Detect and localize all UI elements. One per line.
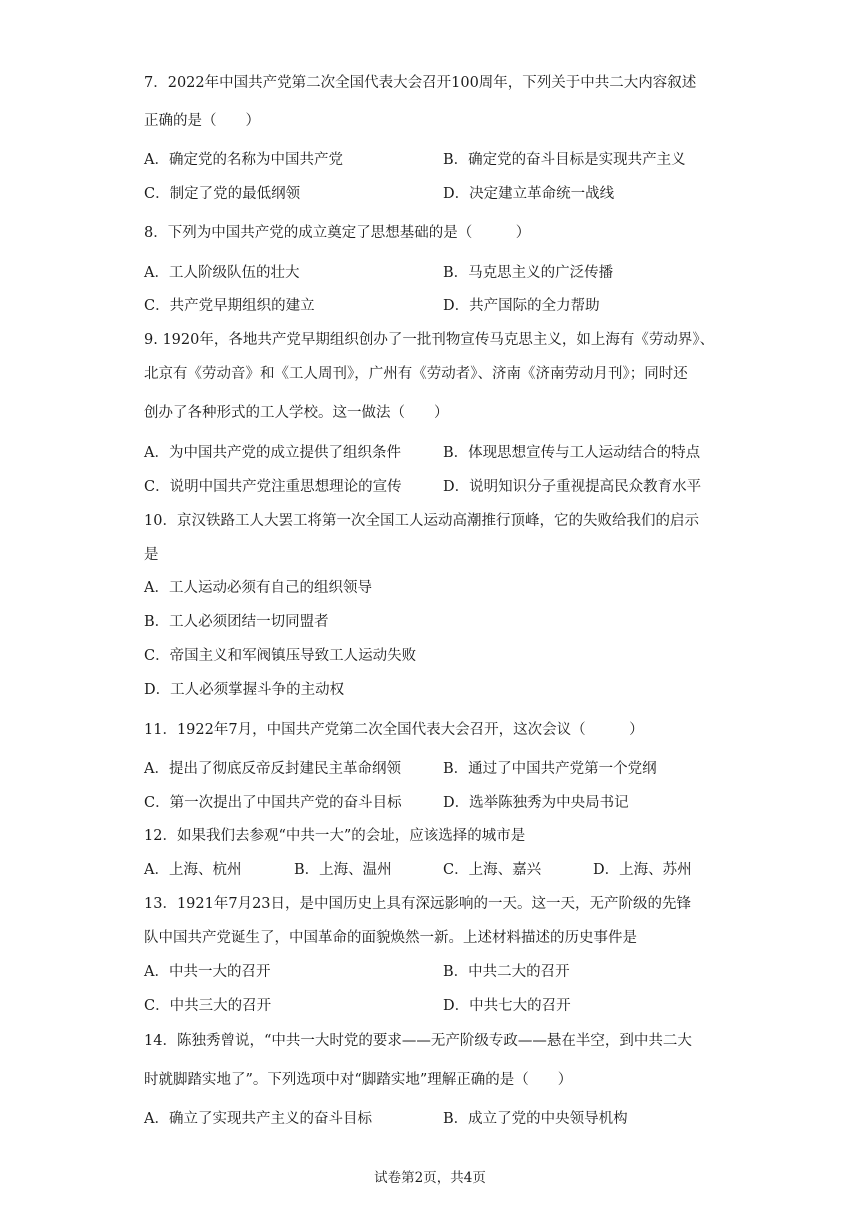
question-8-option-a: A．工人阶级队伍的壮大 — [144, 265, 300, 281]
question-10-option-c: C．帝国主义和军阀镇压导致工人运动失败 — [144, 648, 417, 664]
question-9-option-a: A．为中国共产党的成立提供了组织条件 — [144, 445, 401, 461]
question-7-option-b: B．确定党的奋斗目标是实现共产主义 — [443, 152, 686, 168]
question-13-option-a: A．中共一大的召开 — [144, 964, 271, 980]
question-12-option-b: B．上海、温州 — [294, 862, 392, 878]
question-7-option-c: C．制定了党的最低纲领 — [144, 186, 301, 202]
question-10-option-d: D．工人必须掌握斗争的主动权 — [144, 682, 345, 698]
question-12-option-c: C．上海、嘉兴 — [443, 862, 542, 878]
question-11-option-c: C．第一次提出了中国共产党的奋斗目标 — [144, 795, 402, 811]
question-11-option-b: B．通过了中国共产党第一个党纲 — [443, 761, 657, 777]
question-14-stem-line-2: 时就脚踏实地了”。下列选项中对“脚踏实地”理解正确的是（ ） — [144, 1072, 573, 1088]
question-9-option-d: D．说明知识分子重视提高民众教育水平 — [443, 479, 702, 495]
question-7-stem-line-2: 正确的是（ ） — [144, 113, 260, 129]
question-11-stem-line-1: 11．1922年7月，中国共产党第二次全国代表大会召开，这次会议（ ） — [144, 722, 644, 738]
question-8-option-c: C．共产党早期组织的建立 — [144, 298, 315, 314]
page-footer: 试卷第2页，共4页 — [374, 1170, 486, 1186]
question-8-stem-line-1: 8．下列为中国共产党的成立奠定了思想基础的是（ ） — [144, 225, 531, 241]
question-9-option-b: B．体现思想宣传与工人运动结合的特点 — [443, 445, 701, 461]
question-14-option-a: A．确立了实现共产主义的奋斗目标 — [144, 1111, 372, 1127]
question-10-stem-line-1: 10．京汉铁路工人大罢工将第一次全国工人运动高潮推行顶峰，它的失败给我们的启示 — [144, 513, 699, 529]
question-13-option-d: D．中共七大的召开 — [443, 998, 571, 1014]
question-10-stem-line-2: 是 — [144, 547, 159, 563]
question-11-option-a: A．提出了彻底反帝反封建民主革命纲领 — [144, 761, 401, 777]
question-11-option-d: D．选举陈独秀为中央局书记 — [443, 795, 629, 811]
question-10-option-a: A．工人运动必须有自己的组织领导 — [144, 580, 372, 596]
question-14-stem-line-1: 14．陈独秀曾说，“中共一大时党的要求——无产阶级专政——悬在半空，到中共二大 — [144, 1033, 692, 1049]
question-7-option-a: A．确定党的名称为中国共产党 — [144, 152, 343, 168]
question-9-stem-line-2: 北京有《劳动音》和《工人周刊》，广州有《劳动者》、济南《济南劳动月刊》；同时还 — [144, 366, 688, 382]
question-10-option-b: B．工人必须团结一切同盟者 — [144, 614, 329, 630]
question-7-option-d: D．决定建立革命统一战线 — [443, 186, 615, 202]
question-8-option-b: B．马克思主义的广泛传播 — [443, 265, 614, 281]
question-9-stem-line-1: 9. 1920年，各地共产党早期组织创办了一批刊物宣传马克思主义，如上海有《劳动界》、 — [144, 332, 715, 348]
question-13-stem-line-1: 13．1921年7月23日，是中国历史上具有深远影响的一天。这一天，无产阶级的先锋 — [144, 896, 692, 912]
question-12-option-d: D．上海、苏州 — [593, 862, 692, 878]
question-9-option-c: C．说明中国共产党注重思想理论的宣传 — [144, 479, 402, 495]
question-12-option-a: A．上海、杭州 — [144, 862, 242, 878]
question-14-option-b: B．成立了党的中央领导机构 — [443, 1111, 628, 1127]
question-13-option-c: C．中共三大的召开 — [144, 998, 272, 1014]
question-9-stem-line-3: 创办了各种形式的工人学校。这一做法（ ） — [144, 405, 449, 421]
question-13-option-b: B．中共二大的召开 — [443, 964, 570, 980]
question-8-option-d: D．共产国际的全力帮助 — [443, 298, 600, 314]
question-12-stem-line-1: 12．如果我们去参观“中共一大”的会址，应该选择的城市是 — [144, 828, 526, 844]
question-7-stem-line-1: 7．2022年中国共产党第二次全国代表大会召开100周年，下列关于中共二大内容叙述 — [144, 75, 697, 91]
question-13-stem-line-2: 队中国共产党诞生了，中国革命的面貌焕然一新。上述材料描述的历史事件是 — [144, 930, 637, 946]
